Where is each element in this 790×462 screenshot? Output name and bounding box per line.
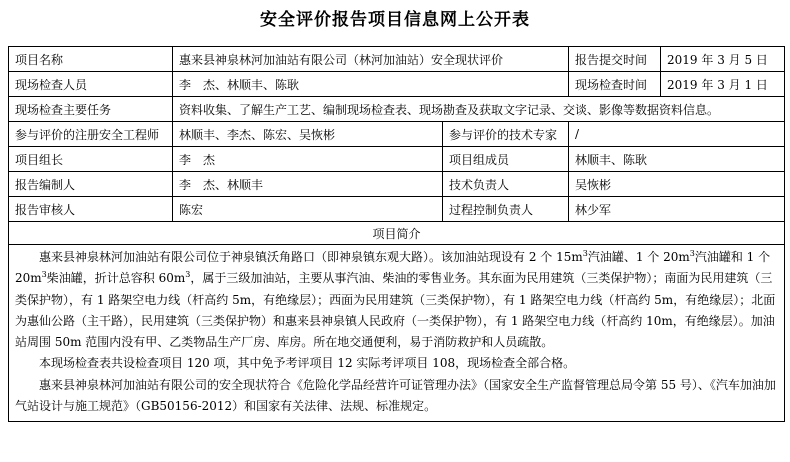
info-table: [8, 46, 785, 422]
inspect-time-value: 2019 年 3 月 1 日: [661, 72, 785, 97]
table-row: [9, 222, 785, 245]
inspect-time-label: 现场检查时间: [569, 72, 661, 97]
table-row: [9, 47, 785, 72]
engineers-value: 林顺丰、李杰、陈宏、吴恢彬: [173, 122, 443, 147]
tasks-value: 资料收集、了解生产工艺、编制现场检查表、现场勘查及获取文字记录、交谈、影像等数据资料信息。: [173, 97, 785, 122]
intro-text: 柴油罐，折计总容积 60m: [46, 271, 186, 286]
superscript: 3: [185, 270, 191, 280]
superscript: 3: [582, 249, 588, 258]
table-row: [9, 172, 785, 197]
submit-time-label: 报告提交时间: [569, 47, 661, 72]
project-name-value: 惠来县神泉林河加油站有限公司（林河加油站）安全现状评价: [173, 47, 569, 72]
intro-text: 汽油罐和 1 个 20m: [15, 250, 771, 286]
superscript: 3: [689, 249, 695, 258]
intro-body: [9, 245, 785, 422]
project-name-label: 项目名称: [9, 47, 173, 72]
intro-paragraph-location: [15, 247, 778, 353]
reviewer-label: 报告审核人: [9, 197, 173, 222]
superscript: 3: [41, 270, 47, 280]
process-ctrl-value: 林少军: [569, 197, 785, 222]
inspectors-value: 李 杰、林顺丰、陈耿: [173, 72, 569, 97]
table-row: [9, 122, 785, 147]
experts-value: /: [569, 122, 785, 147]
intro-heading: 项目简介: [9, 222, 785, 245]
compiler-label: 报告编制人: [9, 172, 173, 197]
tech-lead-value: 吴恢彬: [569, 172, 785, 197]
intro-text: 汽油罐、1 个 20m: [587, 250, 690, 264]
submit-time-value: 2019 年 3 月 5 日: [661, 47, 785, 72]
compiler-value: 李 杰、林顺丰: [173, 172, 443, 197]
leader-value: 李 杰: [173, 147, 443, 172]
tech-lead-label: 技术负责人: [443, 172, 569, 197]
inspectors-label: 现场检查人员: [9, 72, 173, 97]
table-row: [9, 97, 785, 122]
intro-text: ，属于三级加油站，主要从事汽油、柴油的零售业务。其东面为民用建筑（三类保护物）；南面为民用建筑（三类保护物），有 1 路架空电力线（杆高约 5m，有绝缘层）；西面为民用建筑（三类保护物），有 1 路架空电力线（杆高约 5m，有绝缘层）；北面为惠仙公路（主干路），民用建筑（三类保护物）和惠来县神泉镇人民政府（一类保护物），有 1 路架空电力线（杆高约 10m，有绝缘层）。加油站周围 50m 范围内没有甲、乙类物品生产厂房、库房。所在地交通便利，易于消防救护和人员疏散。: [15, 271, 776, 350]
table-row: [9, 245, 785, 422]
members-label: 项目组成员: [443, 147, 569, 172]
intro-paragraph-conclusion: 惠来县神泉林河加油站有限公司的安全现状符合《危险化学品经营许可证管理办法》（国家安全生产监督管理总局令第 55 号）、《汽车加油加气站设计与施工规范》（GB50156-2012）和国家有关法律、法规、标准规定。: [15, 377, 776, 414]
intro-text: 惠来县神泉林河加油站有限公司位于神泉镇沃角路口（即神泉镇东观大路）。该加油站现设有 2 个 15m: [39, 250, 583, 264]
page-title: 安全评价报告项目信息网上公开表: [260, 10, 530, 30]
table-row: [9, 197, 785, 222]
tasks-label: 现场检查主要任务: [9, 97, 173, 122]
engineers-label: 参与评价的注册安全工程师: [9, 122, 173, 147]
table-row: [9, 147, 785, 172]
table-row: [9, 72, 785, 97]
leader-label: 项目组长: [9, 147, 173, 172]
intro-paragraph-inspection: 本现场检查表共设检查项目 120 项，其中免予考评项目 12 实际考评项目 108，现场检查全部合格。: [39, 356, 576, 371]
process-ctrl-label: 过程控制负责人: [443, 197, 569, 222]
experts-label: 参与评价的技术专家: [443, 122, 569, 147]
reviewer-value: 陈宏: [173, 197, 443, 222]
members-value: 林顺丰、陈耿: [569, 147, 785, 172]
